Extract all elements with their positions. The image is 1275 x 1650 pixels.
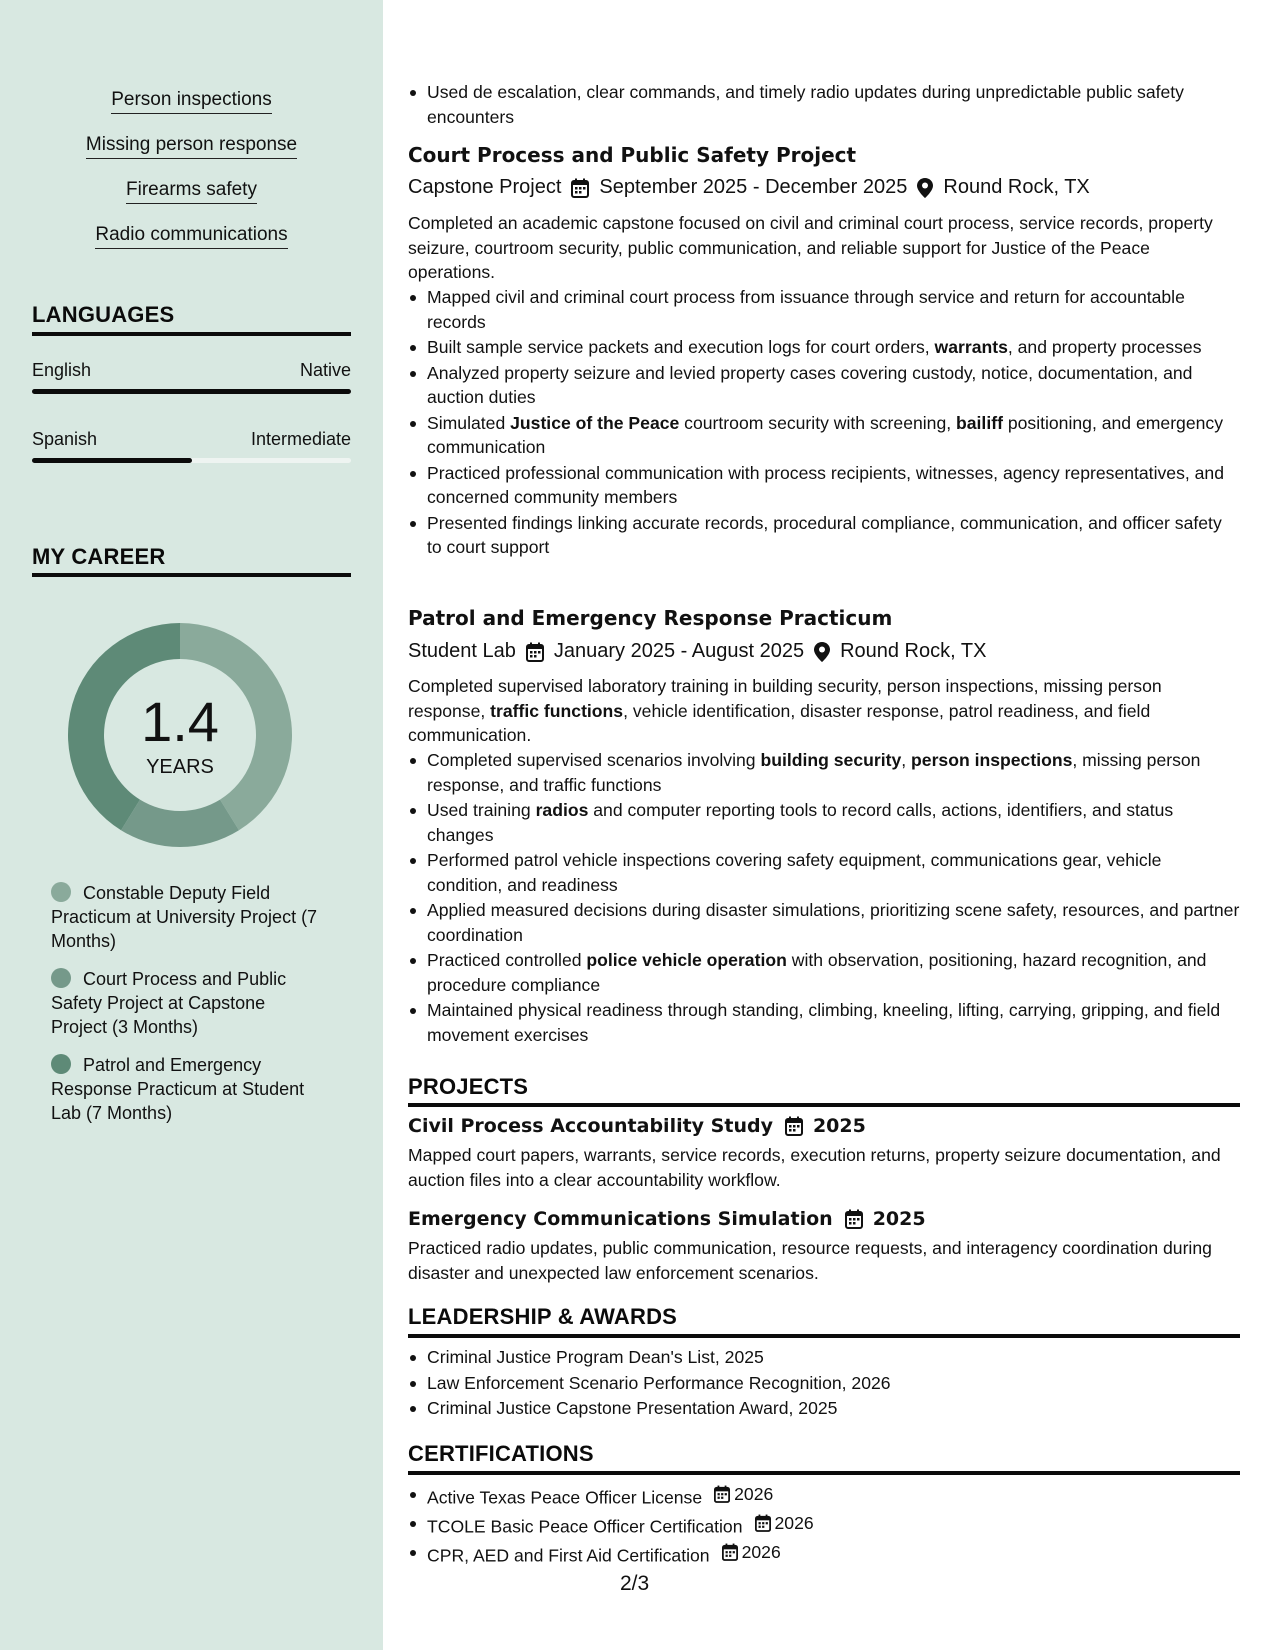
certifications-list	[408, 1482, 1240, 1568]
legend-dot	[51, 968, 71, 988]
page-number: 2/3	[620, 1572, 650, 1595]
list-item: Performed patrol vehicle inspections covering safety equipment, communications gear, vehicle condition, and readiness	[408, 848, 1240, 897]
project-year: 2025	[812, 1115, 866, 1137]
certifications-heading: CERTIFICATIONS	[408, 1441, 594, 1466]
certification-item	[408, 1540, 1240, 1568]
skill-label: Firearms safety	[126, 179, 257, 204]
section-divider	[408, 1103, 1240, 1107]
language-row	[32, 360, 351, 381]
list-item: Practiced professional communication with process recipients, witnesses, agency representatives, and concerned community members	[408, 461, 1240, 510]
map-pin-icon	[917, 178, 933, 198]
experience-dates: September 2025 - December 2025	[599, 176, 908, 198]
list-item: Presented findings linking accurate records, procedural compliance, communication, and officer safety to court support	[408, 511, 1240, 560]
language-proficiency-bar	[32, 389, 351, 394]
list-item: Used de escalation, clear commands, and timely radio updates during unpredictable public safety encounters	[408, 80, 1240, 129]
experience-meta	[408, 176, 1090, 199]
list-item: Maintained physical readiness through standing, climbing, kneeling, lifting, carrying, gripping, and field movement exercises	[408, 998, 1240, 1047]
section-divider	[408, 1471, 1240, 1475]
calendar-icon	[785, 1116, 803, 1136]
list-item: Mapped civil and criminal court process from issuance through service and return for accountable records	[408, 285, 1240, 334]
languages-heading: LANGUAGES	[32, 302, 175, 327]
career-legend-item	[51, 881, 321, 953]
career-total-unit: YEARS	[146, 756, 214, 778]
certification-name: Active Texas Peace Officer License	[427, 1487, 703, 1508]
projects-heading: PROJECTS	[408, 1074, 529, 1099]
project-description: Mapped court papers, warrants, service records, execution returns, property seizure documentation, and auction files into a clear accountability workflow.	[408, 1145, 1221, 1190]
project-year: 2025	[872, 1208, 926, 1230]
experience-location: Round Rock, TX	[943, 176, 1090, 198]
language-name: Spanish	[32, 429, 98, 449]
skill-item	[0, 224, 383, 246]
proficiency-fill	[32, 458, 192, 463]
certification-year: 2026	[774, 1512, 814, 1533]
list-item: Applied measured decisions during disaster simulations, prioritizing scene safety, resources, and partner coordination	[408, 898, 1240, 947]
list-item: Used training radios and computer reporting tools to record calls, actions, identifiers, and status changes	[408, 798, 1240, 847]
language-name: English	[32, 360, 92, 380]
certification-year: 2026	[741, 1541, 781, 1562]
experience-location: Round Rock, TX	[840, 640, 987, 662]
certification-date	[722, 1540, 781, 1565]
skill-item	[0, 134, 383, 156]
section-divider	[408, 1334, 1240, 1338]
career-legend-item	[51, 967, 321, 1039]
section-divider	[32, 332, 351, 336]
list-item: Built sample service packets and execution logs for court orders, warrants, and property processes	[408, 335, 1240, 360]
certification-year: 2026	[734, 1484, 774, 1504]
sidebar	[0, 0, 383, 1650]
experience-summary: Completed supervised laboratory training in building security, person inspections, missing person response, traffic functions, vehicle identification, disaster response, patrol readiness, and field communication.	[408, 676, 1162, 745]
proficiency-fill	[32, 389, 351, 394]
skill-label: Person inspections	[111, 89, 272, 114]
experience-summary: Completed an academic capstone focused on civil and criminal court process, service records, property seizure, courtroom security, public communication, and reliable support for Justice of the Peace operations.	[408, 213, 1213, 282]
project-description: Practiced radio updates, public communication, resource requests, and interagency coordination during disaster and unexpected law enforcement scenarios.	[408, 1238, 1212, 1283]
skill-item	[0, 179, 383, 201]
project-title: Civil Process Accountability Study	[408, 1115, 773, 1137]
experience-title: Patrol and Emergency Response Practicum	[408, 606, 893, 630]
certification-date	[755, 1511, 814, 1536]
language-level: Native	[299, 360, 351, 380]
award-item: Law Enforcement Scenario Performance Recognition, 2026	[408, 1371, 1240, 1396]
calendar-icon	[722, 1543, 738, 1561]
project-title: Emergency Communications Simulation	[408, 1208, 833, 1230]
certification-item	[408, 1482, 1240, 1510]
certification-item	[408, 1511, 1240, 1539]
list-item: Practiced controlled police vehicle operation with observation, positioning, hazard recognition, and procedure compliance	[408, 948, 1240, 997]
language-proficiency-bar	[32, 458, 351, 463]
experience-org: Capstone Project	[408, 176, 562, 198]
experience-dates: January 2025 - August 2025	[553, 640, 805, 662]
career-item-text: Constable Deputy Field Practicum at University Project (7 Months)	[51, 883, 318, 951]
certification-name: TCOLE Basic Peace Officer Certification	[427, 1516, 743, 1536]
calendar-icon	[755, 1514, 771, 1532]
career-total-value: 1.4	[141, 690, 219, 753]
bullet-list	[408, 80, 1240, 130]
leadership-heading: LEADERSHIP & AWARDS	[408, 1304, 678, 1329]
legend-dot	[51, 882, 71, 902]
language-row	[32, 429, 351, 450]
map-pin-icon	[814, 642, 830, 662]
award-item: Criminal Justice Capstone Presentation Award, 2025	[408, 1396, 1240, 1421]
awards-list	[408, 1345, 1240, 1422]
skill-label: Missing person response	[86, 134, 297, 159]
certification-date	[714, 1482, 773, 1507]
list-item: Completed supervised scenarios involving building security, person inspections, missing person response, and traffic functions	[408, 748, 1240, 797]
list-item: Simulated Justice of the Peace courtroom security with screening, bailiff positioning, and emergency communication	[408, 411, 1240, 460]
calendar-icon	[714, 1485, 730, 1503]
career-heading: MY CAREER	[32, 544, 166, 569]
experience-title: Court Process and Public Safety Project	[408, 143, 857, 167]
calendar-icon	[845, 1209, 863, 1229]
language-level: Intermediate	[250, 429, 351, 449]
project-title-row	[408, 1115, 866, 1137]
certification-name: CPR, AED and First Aid Certification	[427, 1544, 710, 1565]
experience-bullets	[408, 285, 1240, 561]
donut-segment	[121, 800, 239, 847]
list-item: Analyzed property seizure and levied property cases covering custody, notice, documentation, and auction duties	[408, 361, 1240, 410]
award-item: Criminal Justice Program Dean's List, 2025	[408, 1345, 1240, 1370]
calendar-icon	[526, 642, 544, 662]
career-item-text: Court Process and Public Safety Project at Capstone Project (3 Months)	[51, 969, 287, 1037]
legend-dot	[51, 1054, 71, 1074]
skill-label: Radio communications	[95, 224, 287, 249]
project-title-row	[408, 1208, 926, 1230]
calendar-icon	[571, 178, 589, 198]
career-donut-chart	[60, 615, 300, 855]
experience-meta	[408, 640, 986, 663]
section-divider	[32, 573, 351, 577]
experience-bullets	[408, 748, 1240, 1048]
skill-item	[0, 89, 383, 111]
experience-org: Student Lab	[408, 640, 516, 662]
career-item-text: Patrol and Emergency Response Practicum at Student Lab (7 Months)	[51, 1055, 305, 1123]
career-legend-item	[51, 1053, 321, 1125]
